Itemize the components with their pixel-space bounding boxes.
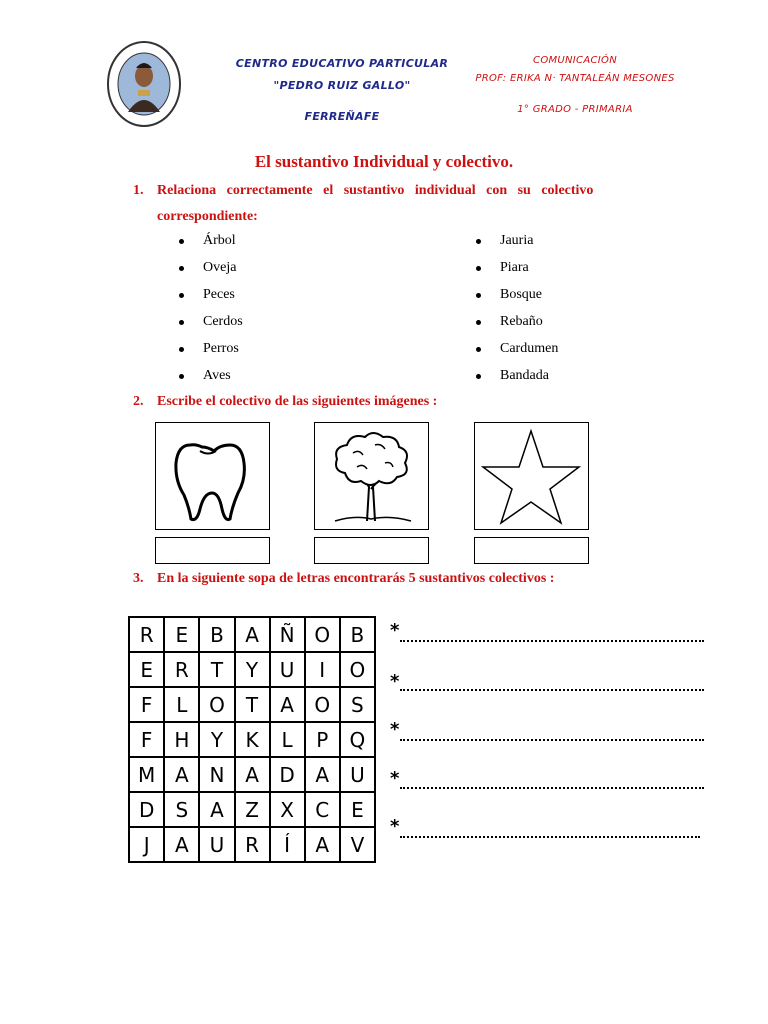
- grid-cell[interactable]: J: [129, 827, 164, 862]
- grid-cell[interactable]: X: [270, 792, 305, 827]
- page-title: El sustantivo Individual y colectivo.: [254, 152, 514, 171]
- grid-cell[interactable]: K: [235, 722, 270, 757]
- answer-marker: *: [390, 768, 400, 789]
- grid-cell[interactable]: L: [164, 687, 199, 722]
- school-name-line2: "PEDRO RUIZ GALLO": [273, 79, 411, 92]
- grid-cell[interactable]: O: [340, 652, 375, 687]
- grid-cell[interactable]: H: [164, 722, 199, 757]
- question-3-text: En la siguiente sopa de letras encontrarás 5 sustantivos colectivos :: [157, 571, 555, 586]
- grid-cell[interactable]: A: [305, 827, 340, 862]
- answer-marker: *: [390, 671, 400, 692]
- bullet: [179, 374, 184, 379]
- answer-line[interactable]: [400, 739, 704, 741]
- list-item: Árbol: [203, 233, 236, 248]
- grid-cell[interactable]: T: [199, 652, 234, 687]
- grid-row: [129, 792, 375, 827]
- answer-marker: *: [390, 620, 400, 641]
- grid-cell[interactable]: E: [340, 792, 375, 827]
- tooth-image-box: [155, 422, 270, 530]
- tooth-icon: [156, 423, 268, 528]
- grid-cell[interactable]: O: [305, 617, 340, 652]
- answer-line[interactable]: [400, 640, 704, 642]
- question-2-number: 2.: [133, 394, 144, 409]
- question-1-text: Relaciona correctamente el sustantivo individual con su colectivo: [157, 183, 594, 198]
- grid-cell[interactable]: Ñ: [270, 617, 305, 652]
- answer-field-tooth[interactable]: [155, 537, 270, 564]
- grid-row: [129, 652, 375, 687]
- subject-label: COMUNICACIÓN: [533, 55, 617, 66]
- grid-cell[interactable]: P: [305, 722, 340, 757]
- grid-cell[interactable]: M: [129, 757, 164, 792]
- grid-cell[interactable]: S: [340, 687, 375, 722]
- bullet: [476, 347, 481, 352]
- grid-cell[interactable]: A: [305, 757, 340, 792]
- grade-label: 1° GRADO - PRIMARIA: [517, 104, 633, 115]
- grid-row: [129, 827, 375, 862]
- list-item: Piara: [500, 260, 529, 275]
- bullet: [476, 320, 481, 325]
- grid-cell[interactable]: F: [129, 687, 164, 722]
- list-item: Oveja: [203, 260, 237, 275]
- grid-cell[interactable]: Í: [270, 827, 305, 862]
- grid-cell[interactable]: A: [199, 792, 234, 827]
- question-2-text: Escribe el colectivo de las siguientes imágenes :: [157, 394, 438, 409]
- grid-cell[interactable]: A: [164, 827, 199, 862]
- grid-cell[interactable]: U: [340, 757, 375, 792]
- grid-cell[interactable]: R: [164, 652, 199, 687]
- bullet: [179, 293, 184, 298]
- list-item: Cerdos: [203, 314, 243, 329]
- grid-cell[interactable]: U: [270, 652, 305, 687]
- bullet: [476, 374, 481, 379]
- answer-marker: *: [390, 816, 400, 837]
- tree-image-box: [314, 422, 429, 530]
- star-image-box: [474, 422, 589, 530]
- list-item: Peces: [203, 287, 235, 302]
- grid-cell[interactable]: E: [129, 652, 164, 687]
- grid-cell[interactable]: O: [199, 687, 234, 722]
- grid-cell[interactable]: T: [235, 687, 270, 722]
- grid-cell[interactable]: A: [270, 687, 305, 722]
- answer-line[interactable]: [400, 689, 704, 691]
- grid-cell[interactable]: B: [340, 617, 375, 652]
- grid-cell[interactable]: C: [305, 792, 340, 827]
- bullet: [179, 266, 184, 271]
- question-3-number: 3.: [133, 571, 144, 586]
- grid-cell[interactable]: D: [270, 757, 305, 792]
- grid-cell[interactable]: L: [270, 722, 305, 757]
- teacher-label: PROF: ERIKA N· TANTALEÁN MESONES: [475, 73, 675, 84]
- grid-cell[interactable]: R: [129, 617, 164, 652]
- grid-row: [129, 757, 375, 792]
- list-item: Cardumen: [500, 341, 559, 356]
- grid-cell[interactable]: D: [129, 792, 164, 827]
- grid-cell[interactable]: Q: [340, 722, 375, 757]
- question-3: [0, 571, 768, 591]
- grid-row: [129, 687, 375, 722]
- grid-cell[interactable]: A: [235, 757, 270, 792]
- list-item: Rebaño: [500, 314, 543, 329]
- grid-cell[interactable]: U: [199, 827, 234, 862]
- grid-cell[interactable]: F: [129, 722, 164, 757]
- list-item: Jauria: [500, 233, 534, 248]
- list-item: Perros: [203, 341, 239, 356]
- grid-cell[interactable]: O: [305, 687, 340, 722]
- answer-marker: *: [390, 719, 400, 740]
- list-item: Bosque: [500, 287, 542, 302]
- question-2: [0, 394, 768, 414]
- grid-cell[interactable]: Y: [235, 652, 270, 687]
- star-icon: [475, 423, 587, 528]
- grid-cell[interactable]: A: [235, 617, 270, 652]
- question-1: [0, 183, 768, 203]
- bullet: [476, 239, 481, 244]
- answer-line[interactable]: [400, 787, 704, 789]
- grid-cell[interactable]: E: [164, 617, 199, 652]
- list-item: Aves: [203, 368, 231, 383]
- answer-line[interactable]: [400, 836, 700, 838]
- answer-field-tree[interactable]: [314, 537, 429, 564]
- school-logo: [106, 40, 182, 128]
- list-item: Bandada: [500, 368, 549, 383]
- grid-cell[interactable]: B: [199, 617, 234, 652]
- grid-cell[interactable]: R: [235, 827, 270, 862]
- question-1-number: 1.: [133, 183, 144, 198]
- tree-icon: [315, 423, 427, 528]
- word-search-grid: [128, 616, 376, 863]
- grid-cell[interactable]: N: [199, 757, 234, 792]
- school-name-line1: CENTRO EDUCATIVO PARTICULAR: [235, 57, 449, 70]
- grid-cell[interactable]: V: [340, 827, 375, 862]
- school-city: FERREÑAFE: [304, 110, 380, 123]
- bullet: [179, 320, 184, 325]
- bullet: [179, 347, 184, 352]
- grid-row: [129, 722, 375, 757]
- answer-field-star[interactable]: [474, 537, 589, 564]
- grid-cell[interactable]: S: [164, 792, 199, 827]
- grid-cell[interactable]: A: [164, 757, 199, 792]
- grid-cell[interactable]: Y: [199, 722, 234, 757]
- question-1-text-cont: correspondiente:: [157, 209, 258, 224]
- grid-cell[interactable]: I: [305, 652, 340, 687]
- grid-row: [129, 617, 375, 652]
- bullet: [179, 239, 184, 244]
- bullet: [476, 293, 481, 298]
- grid-cell[interactable]: Z: [235, 792, 270, 827]
- bullet: [476, 266, 481, 271]
